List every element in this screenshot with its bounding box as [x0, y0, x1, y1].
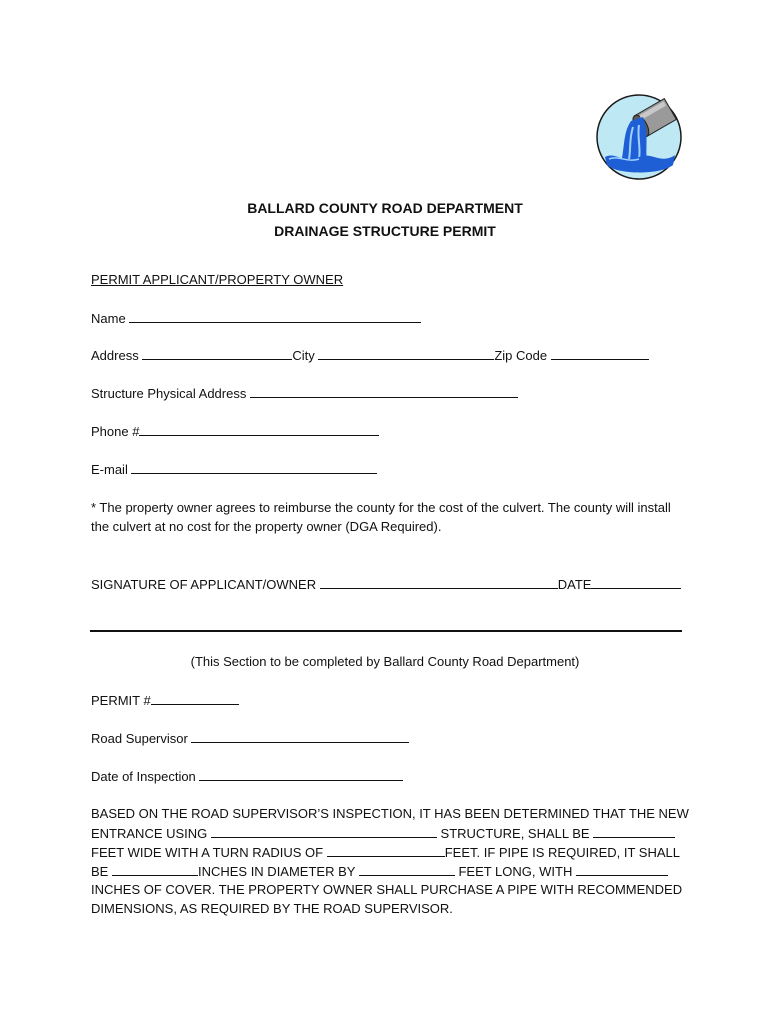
permit-number-field[interactable]	[151, 692, 239, 705]
pipe-diameter-field[interactable]	[112, 863, 198, 876]
inspection-date-label: Date of Inspection	[91, 769, 196, 784]
zip-field[interactable]	[551, 347, 649, 360]
applicant-section-heading: PERMIT APPLICANT/PROPERTY OWNER	[91, 272, 344, 287]
inspection-date-field[interactable]	[199, 768, 403, 781]
address-row	[91, 347, 649, 363]
phone-field[interactable]	[139, 423, 379, 436]
signature-field[interactable]	[320, 576, 558, 589]
structure-type-field[interactable]	[211, 825, 437, 838]
city-label: City	[292, 348, 315, 363]
email-field[interactable]	[131, 461, 377, 474]
structure-shall-be-label: STRUCTURE, SHALL BE	[440, 826, 590, 841]
structure-address-field[interactable]	[250, 385, 518, 398]
section-divider	[90, 630, 682, 632]
determination-line-3	[91, 844, 680, 860]
be-label: BE	[91, 864, 109, 879]
pipe-required-label: FEET. IF PIPE IS REQUIRED, IT SHALL	[444, 845, 680, 860]
structure-address-row	[91, 385, 518, 401]
pipe-length-field[interactable]	[359, 863, 455, 876]
zip-label: Zip Code	[494, 348, 548, 363]
water-pipe-icon	[595, 93, 683, 181]
email-row	[91, 461, 377, 477]
feet-long-label: FEET LONG, WITH	[458, 864, 573, 879]
permit-number-row	[91, 692, 239, 708]
culvert-notice: * The property owner agrees to reimburse the county for the cost of the culvert. The county will install the culvert at no cost for the property owner (DGA Required).	[91, 500, 671, 534]
structure-address-label: Structure Physical Address	[91, 386, 247, 401]
determination-line-5: INCHES OF COVER. THE PROPERTY OWNER SHALL PURCHASE A PIPE WITH RECOMMENDED	[91, 882, 683, 897]
page-title: BALLARD COUNTY ROAD DEPARTMENT	[247, 200, 523, 216]
entrance-using-label: ENTRANCE USING	[91, 826, 208, 841]
department-section-note: (This Section to be completed by Ballard County Road Department)	[190, 654, 580, 669]
email-label: E-mail	[91, 462, 128, 477]
address-label: Address	[91, 348, 139, 363]
permit-number-label: PERMIT #	[91, 693, 151, 708]
determination-line-1: BASED ON THE ROAD SUPERVISOR’S INSPECTION, IT HAS BEEN DETERMINED THAT THE NEW	[91, 806, 689, 821]
determination-line-2	[91, 825, 675, 841]
road-supervisor-row	[91, 730, 409, 746]
page-subtitle: DRAINAGE STRUCTURE PERMIT	[274, 223, 496, 239]
date-label: DATE	[557, 577, 592, 592]
determination-line-4	[91, 863, 668, 879]
turn-radius-label: FEET WIDE WITH A TURN RADIUS OF	[91, 845, 324, 860]
entrance-width-field[interactable]	[593, 825, 675, 838]
cover-depth-field[interactable]	[576, 863, 668, 876]
address-field[interactable]	[142, 347, 292, 360]
signature-row	[91, 576, 681, 592]
name-row	[91, 310, 421, 326]
road-department-logo	[595, 93, 683, 181]
signature-label: SIGNATURE OF APPLICANT/OWNER	[91, 577, 317, 592]
name-label: Name	[91, 311, 126, 326]
phone-row	[91, 423, 379, 439]
date-field[interactable]	[591, 576, 681, 589]
city-field[interactable]	[318, 347, 494, 360]
phone-label: Phone #	[91, 424, 140, 439]
inches-diameter-label: INCHES IN DIAMETER BY	[197, 864, 356, 879]
road-supervisor-label: Road Supervisor	[91, 731, 188, 746]
turn-radius-field[interactable]	[327, 844, 445, 857]
inspection-date-row	[91, 768, 403, 784]
road-supervisor-field[interactable]	[191, 730, 409, 743]
name-field[interactable]	[129, 310, 421, 323]
determination-line-6: DIMENSIONS, AS REQUIRED BY THE ROAD SUPERVISOR.	[91, 901, 453, 916]
